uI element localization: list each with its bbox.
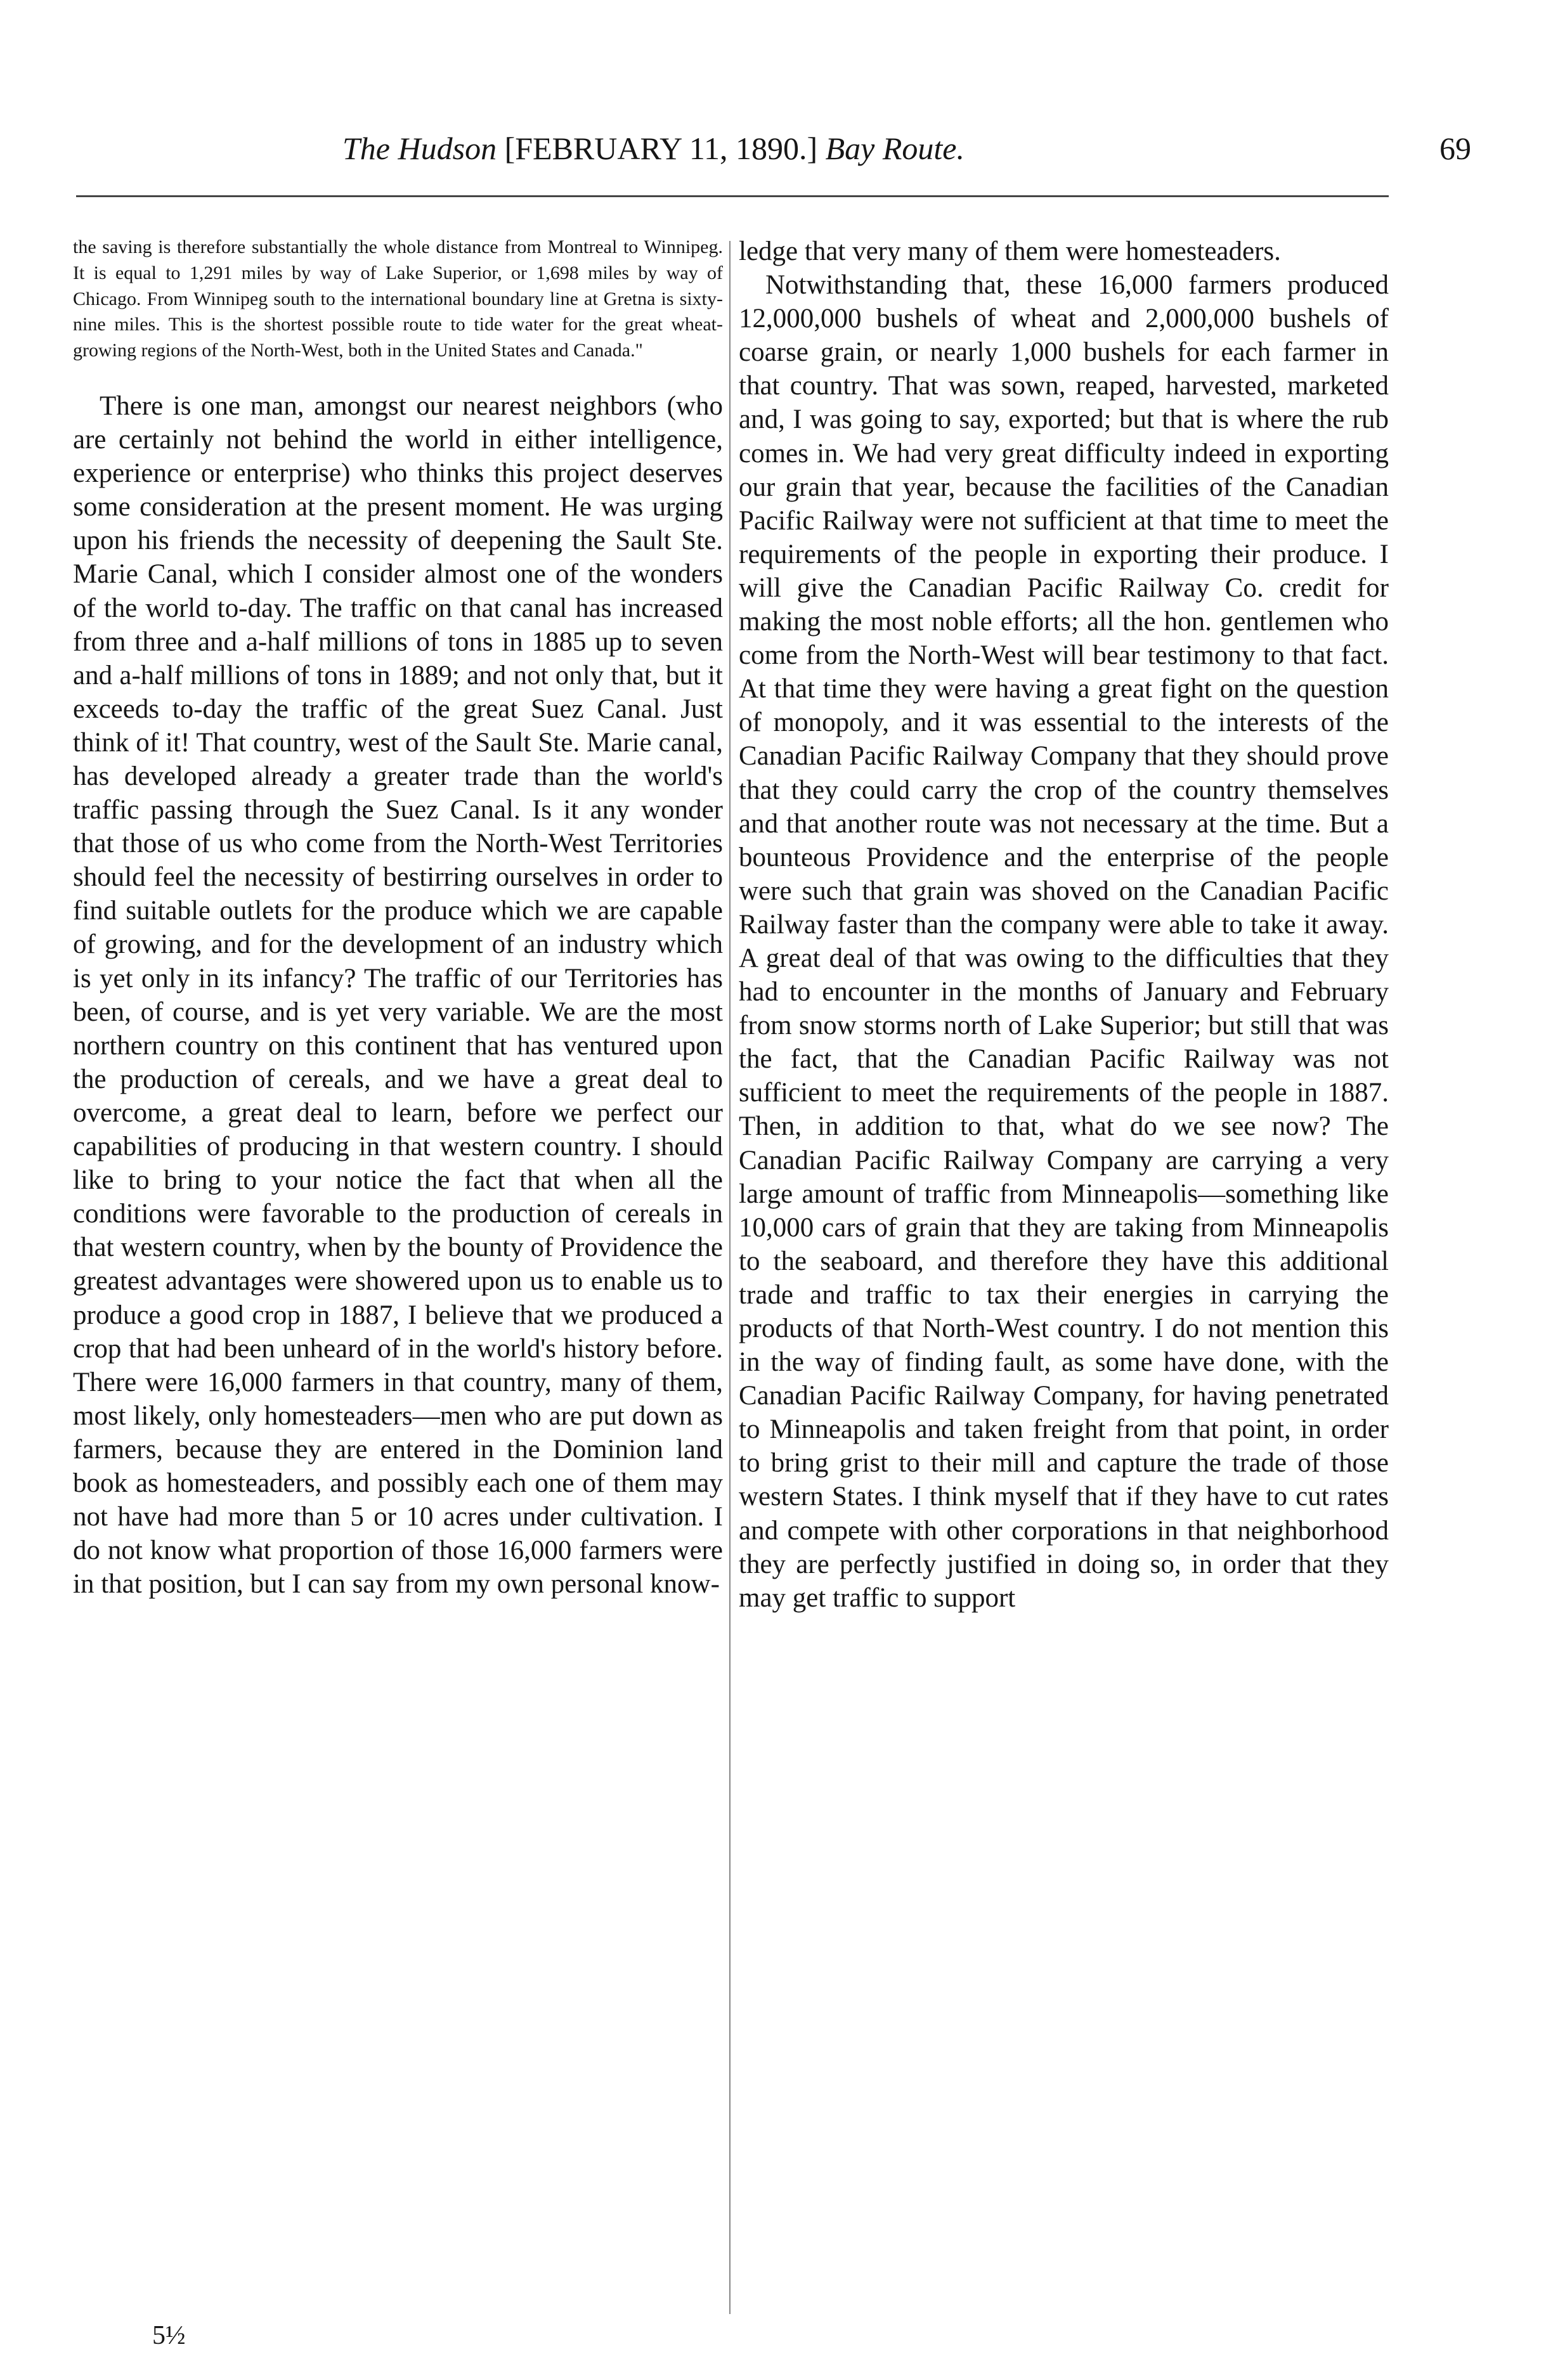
column-divider: [729, 241, 731, 2314]
running-head: [342, 130, 965, 167]
page-number: 69: [1439, 131, 1471, 166]
running-head-date: [FEBRUARY 11, 1890.]: [504, 131, 818, 166]
header-rule: [76, 195, 1389, 197]
body-paragraph: Notwithstanding that, these 16,000 farmers produced 12,000,000 bushels of wheat and 2,000,000 bushels of coarse grain, or nearly 1,000 bushels for each farmer in that country. That was sown, reaped, harvested, marketed and, I was going to say, exported; but that is where the rub comes in. We had very great difficulty indeed in exporting our grain that year, because the facilities of the Canadian Pacific Railway were not sufficient at that time to meet the requirements of the people in exporting their produce. I will give the Canadian Pacific Railway Co. credit for making the most noble efforts; all the hon. gentlemen who come from the North-West will bear testimony to that fact. At that time they were having a great fight on the question of monopoly, and it was essential to the interests of the Canadian Pacific Railway Company that they should prove that they could carry the crop of the country themselves and that another route was not necessary at the time. But a bounteous Providence and the enterprise of the people were such that grain was shoved on the Canadian Pacific Railway faster than the company were able to take it away. A great deal of that was owing to the difficulties that they had to encounter in the months of January and February from snow storms north of Lake Superior; but still that was the fact, that the Canadian Pacific Railway was not sufficient to meet the requirements of the people in 1887. Then, in addition to that, what do we see now? The Canadian Pacific Railway Company are carrying a very large amount of traffic from Minneapolis—something like 10,000 cars of grain that they are taking from Minneapolis to the seaboard, and therefore they have this additional trade and traffic to tax their energies in carrying the products of that North-West country. I do not mention this in the way of finding fault, as some have done, with the Canadian Pacific Railway Company, for having penetrated to Minneapolis and taken freight from that point, in order to bring grist to their mill and capture the trade of those western States. I think myself that if they have to cut rates and compete with other corporations in that neighborhood they are perfectly justified in doing so, in order that they may get traffic to support: [739, 270, 1389, 1613]
page-header: [76, 130, 1471, 181]
continued-paragraph: ledge that very many of them were homesteaders.: [739, 236, 1281, 266]
signature-mark: 5½: [152, 2321, 186, 2350]
running-head-part2: Bay Route.: [825, 131, 965, 166]
body-paragraph: There is one man, amongst our nearest neighbors (who are certainly not behind the world in either intelligence, experience or enterprise) who thinks this project deserves some consideration at the present moment. He was urging upon his friends the necessity of deepening the Sault Ste. Marie Canal, which I consider almost one of the wonders of the world to-day. The traffic on that canal has increased from three and a-half millions of tons in 1885 up to seven and a-half millions of tons in 1889; and not only that, but it exceeds to-day the traffic of the great Suez Canal. Just think of it! That country, west of the Sault Ste. Marie canal, has developed already a greater trade than the world's traffic passing through the Suez Canal. Is it any wonder that those of us who come from the North-West Territories should feel the necessity of bestirring ourselves in order to find suitable outlets for the produce which we are capable of growing, and for the development of an industry which is yet only in its infancy? The traffic of our Territories has been, of course, and is yet very variable. We are the most northern country on this continent that has ventured upon the production of cereals, and we have a great deal to overcome, a great deal to learn, before we perfect our capabilities of producing in that western country. I should like to bring to your notice the fact that when all the conditions were favorable to the production of cereals in that western country, when by the bounty of Providence the greatest advantages were showered upon us to enable us to produce a good crop in 1887, I believe that we produced a crop that had been unheard of in the world's history before. There were 16,000 farmers in that country, many of them, most likely, only homesteaders—men who are put down as farmers, because they are entered in the Dominion land book as homesteaders, and possibly each one of them may not have had more than 5 or 10 acres under cultivation. I do not know what proportion of those 16,000 farmers were in that position, but I can say from my own personal know-: [73, 391, 723, 1600]
running-head-part1: The Hudson: [342, 131, 497, 166]
quoted-passage: the saving is therefore substantially the whole distance from Montreal to Winnipeg. It is equal to 1,291 miles by way of Lake Superior, or 1,698 miles by way of Chicago. From Winnipeg south to the international boundary line at Gretna is sixty-nine miles. This is the shortest possible route to tide water for the great wheat-growing regions of the North-West, both in the United States and Canada.": [73, 236, 723, 361]
left-column: [73, 235, 723, 1601]
right-column: [739, 235, 1389, 1615]
